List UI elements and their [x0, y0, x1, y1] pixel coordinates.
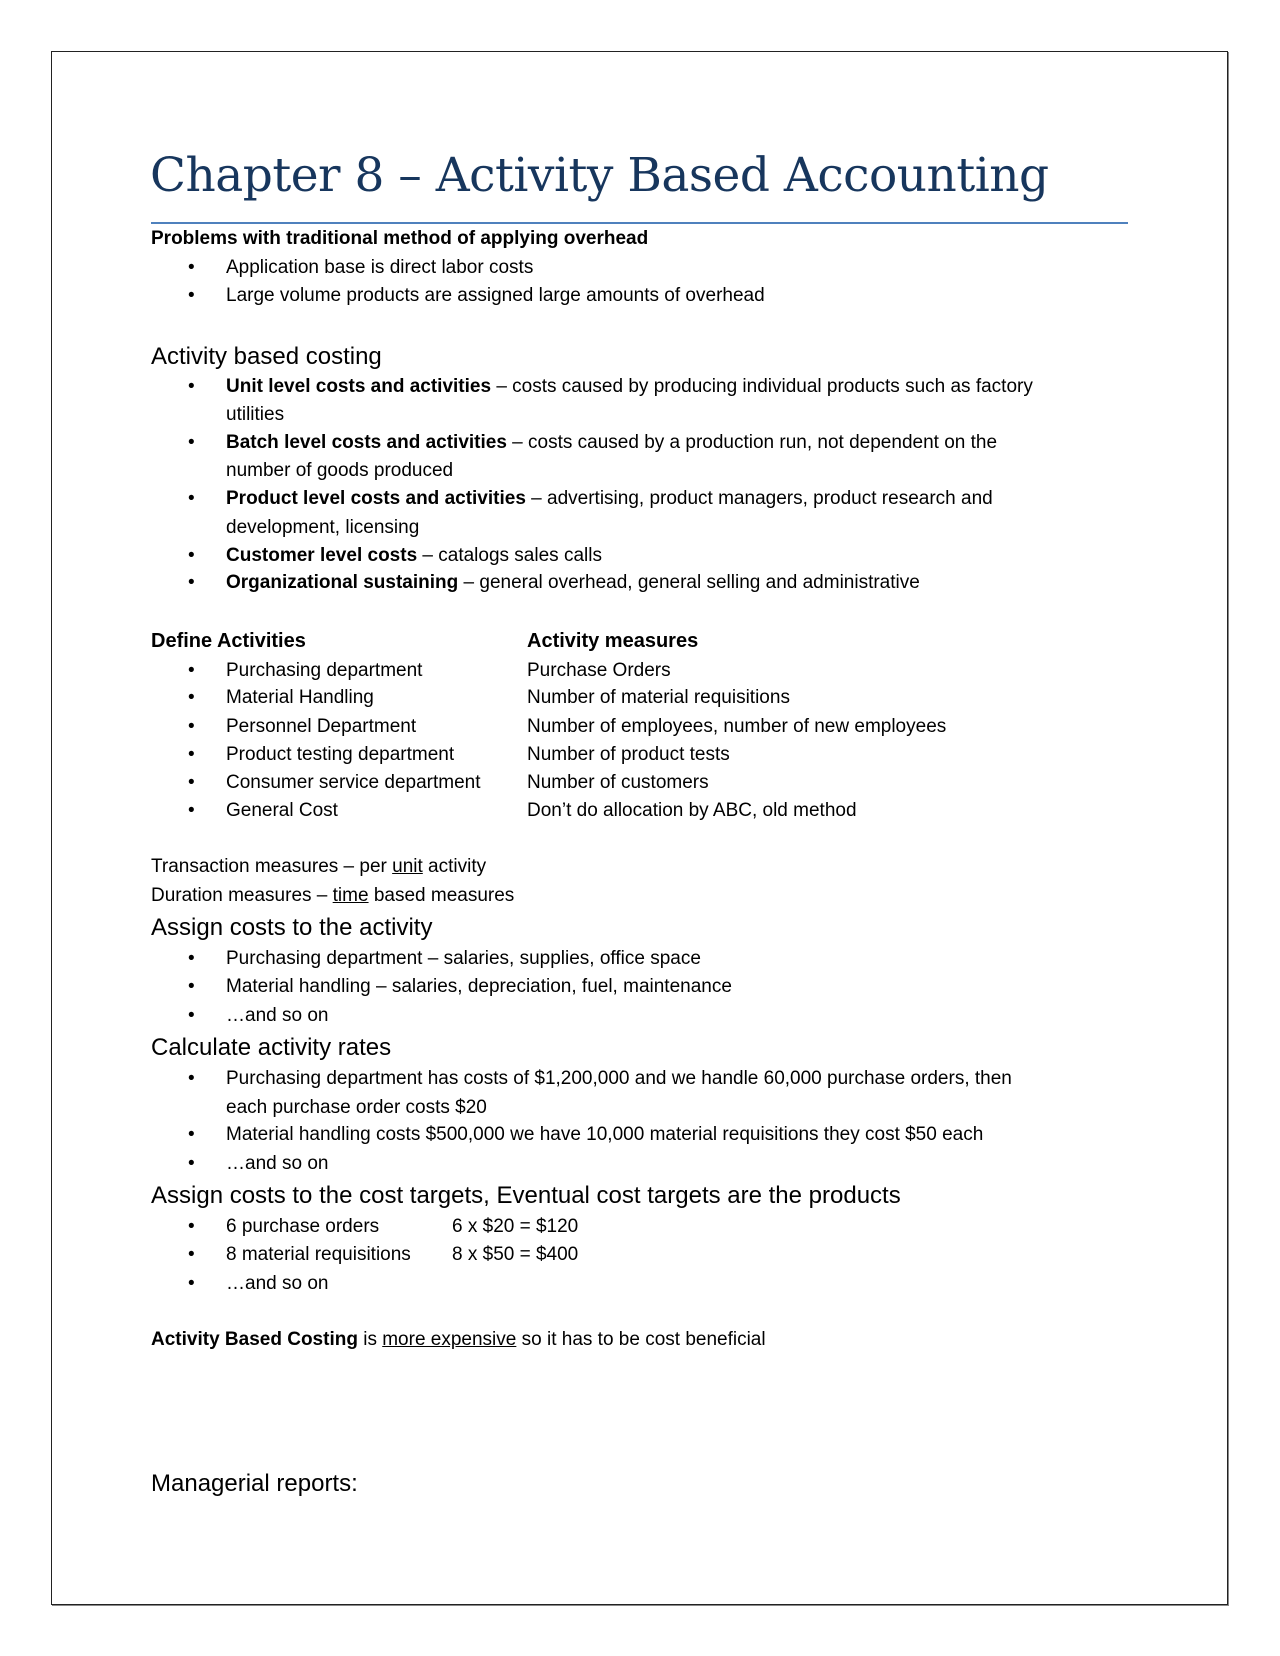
- term: Unit level costs and activities: [226, 376, 492, 397]
- term: Customer level costs: [226, 545, 418, 566]
- list-item: [226, 485, 993, 513]
- activity-cell: • Material Handling: [226, 684, 374, 712]
- target-item: • 6 purchase orders: [226, 1213, 379, 1241]
- text: is: [357, 1329, 383, 1350]
- text: based measures: [368, 885, 515, 906]
- list-item: • …and so on: [226, 1150, 328, 1178]
- measure-cell: Number of product tests: [527, 744, 730, 765]
- measure-cell: Don’t do allocation by ABC, old method: [527, 800, 857, 821]
- page-title: Chapter 8 – Activity Based Accounting: [150, 148, 1049, 203]
- list-item: • …and so on: [226, 1270, 328, 1298]
- activity-cell: • General Cost: [226, 797, 338, 825]
- list-item: [226, 429, 997, 457]
- text: activity: [422, 856, 487, 877]
- duration-measures: [151, 882, 514, 910]
- text: so it has to be cost beneficial: [516, 1329, 766, 1350]
- transaction-measures: [151, 853, 486, 881]
- underlined-text: time: [332, 885, 369, 906]
- target-calc: 8 x $50 = $400: [452, 1244, 579, 1265]
- list-item-cont: each purchase order costs $20: [226, 1097, 487, 1118]
- problems-heading: Problems with traditional method of applying overhead: [151, 228, 649, 249]
- term: Organizational sustaining: [226, 572, 459, 593]
- managerial-reports-heading: Managerial reports:: [151, 1470, 358, 1497]
- list-item: [226, 373, 1033, 401]
- measure-cell: Number of customers: [527, 772, 709, 793]
- define-activities-heading: Define Activities: [151, 630, 306, 652]
- list-item: • Purchasing department has costs of $1,200,000 and we handle 60,000 purchase orders, then: [226, 1065, 1012, 1093]
- measure-cell: Number of material requisitions: [527, 687, 790, 708]
- abc-heading: Activity based costing: [151, 343, 382, 370]
- measure-cell: Purchase Orders: [527, 660, 671, 681]
- list-item: [226, 569, 920, 597]
- title-underline: [151, 222, 1128, 224]
- rates-heading: Calculate activity rates: [151, 1034, 392, 1061]
- target-item: • 8 material requisitions: [226, 1241, 411, 1269]
- desc: – advertising, product managers, product research and: [525, 488, 993, 509]
- text: Duration measures –: [151, 885, 333, 906]
- activity-cell: • Purchasing department: [226, 657, 422, 685]
- list-item: • Material handling – salaries, depreciation, fuel, maintenance: [226, 973, 732, 1001]
- measure-cell: Number of employees, number of new employees: [527, 716, 947, 737]
- list-item-cont: utilities: [226, 404, 285, 425]
- list-item: • Purchasing department – salaries, supplies, office space: [226, 945, 701, 973]
- desc: – costs caused by producing individual products such as factory: [491, 376, 1033, 397]
- conclusion: [151, 1326, 766, 1354]
- list-item: [226, 542, 602, 570]
- underlined-text: more expensive: [382, 1329, 517, 1350]
- targets-heading: Assign costs to the cost targets, Eventual cost targets are the products: [151, 1182, 901, 1209]
- list-item: • Application base is direct labor costs: [226, 254, 533, 282]
- list-item-cont: development, licensing: [226, 517, 420, 538]
- list-item: • Material handling costs $500,000 we have 10,000 material requisitions they cost $50 each: [226, 1121, 983, 1149]
- activity-cell: • Personnel Department: [226, 713, 416, 741]
- activity-cell: • Consumer service department: [226, 769, 481, 797]
- desc: – catalogs sales calls: [417, 545, 602, 566]
- activity-cell: • Product testing department: [226, 741, 454, 769]
- bold-text: Activity Based Costing: [151, 1329, 358, 1350]
- desc: – costs caused by a production run, not dependent on the: [506, 432, 998, 453]
- assign-heading: Assign costs to the activity: [151, 914, 433, 941]
- list-item-cont: number of goods produced: [226, 460, 454, 481]
- desc: – general overhead, general selling and administrative: [458, 572, 920, 593]
- underlined-text: unit: [392, 856, 423, 877]
- text: Transaction measures – per: [151, 856, 393, 877]
- list-item: • …and so on: [226, 1002, 328, 1030]
- target-calc: 6 x $20 = $120: [452, 1216, 579, 1237]
- activity-measures-heading: Activity measures: [527, 630, 699, 652]
- term: Product level costs and activities: [226, 488, 526, 509]
- list-item: • Large volume products are assigned large amounts of overhead: [226, 282, 765, 310]
- term: Batch level costs and activities: [226, 432, 507, 453]
